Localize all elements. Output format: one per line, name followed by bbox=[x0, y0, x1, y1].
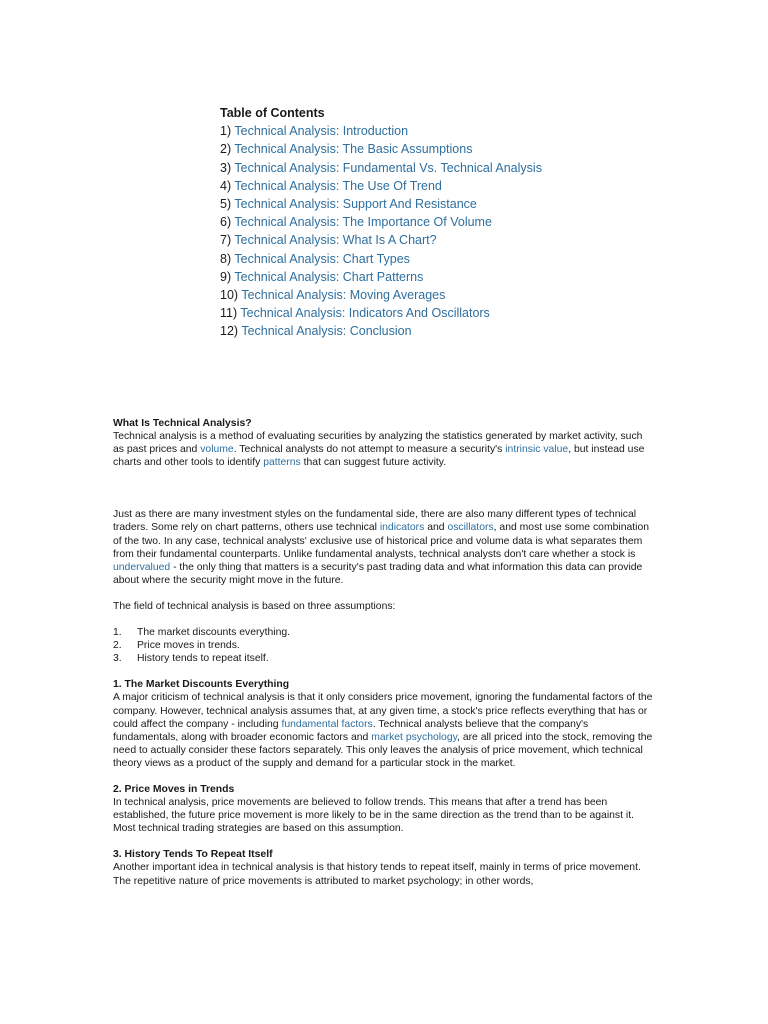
link-indicators[interactable]: indicators bbox=[379, 522, 425, 534]
toc-item bbox=[220, 177, 542, 195]
toc-title: Table of Contents bbox=[220, 106, 325, 120]
paragraph-text: Technical analysis is a method of evaluating securities by analyzing the statistics generated by market activity, such as past prices and bbox=[113, 431, 643, 456]
toc-item bbox=[220, 213, 542, 231]
paragraph-text: - the only thing that matters is a security's past trading data and what information this data can provide about where the security might move in the future. bbox=[113, 561, 643, 586]
toc-link-what-is-a-chart[interactable]: Technical Analysis: What Is A Chart? bbox=[234, 233, 437, 248]
list-item-text: Price moves in trends. bbox=[137, 640, 240, 652]
list-item-text: History tends to repeat itself. bbox=[137, 653, 269, 665]
toc-item-number: 7) bbox=[220, 233, 232, 248]
spacer bbox=[113, 665, 653, 678]
toc-link-indicators-oscillators[interactable]: Technical Analysis: Indicators And Oscillators bbox=[240, 306, 490, 321]
toc-item bbox=[220, 231, 542, 249]
toc-item bbox=[220, 322, 542, 340]
assumptions-list bbox=[113, 626, 653, 665]
toc-item-number: 12) bbox=[220, 324, 239, 339]
market-discounts-paragraph bbox=[113, 691, 653, 770]
paragraph-text: , are all priced into the stock, removing the need to actually consider these factors separately. This only leaves the analysis of price movement, which technical theory views as a product of the supply and demand for a particular stock in the market. bbox=[113, 731, 653, 769]
paragraph-text: . Technical analysts do not attempt to measure a security's bbox=[233, 444, 506, 456]
toc-link-conclusion[interactable]: Technical Analysis: Conclusion bbox=[241, 324, 412, 339]
toc-item-number: 5) bbox=[220, 197, 232, 212]
paragraph-text: , but instead use charts and other tools to identify bbox=[113, 444, 645, 469]
toc-link-moving-averages[interactable]: Technical Analysis: Moving Averages bbox=[241, 288, 446, 303]
toc-item bbox=[220, 250, 542, 268]
paragraph-text: that can suggest future activity. bbox=[300, 457, 447, 469]
link-oscillators[interactable]: oscillators bbox=[447, 522, 494, 534]
link-patterns[interactable]: patterns bbox=[263, 457, 301, 469]
list-item-number: 2. bbox=[113, 640, 122, 652]
spacer bbox=[113, 835, 653, 848]
toc-item-number: 11) bbox=[220, 306, 238, 321]
toc-item-number: 6) bbox=[220, 215, 232, 230]
toc-link-chart-types[interactable]: Technical Analysis: Chart Types bbox=[234, 251, 410, 266]
toc-item bbox=[220, 159, 542, 177]
paragraph-text: and bbox=[424, 522, 448, 534]
paragraph-text: , and most use some combination of the two. In any case, technical analysts' exclusive use of historical price and volume data is what separates them from their fundamental counterparts. Unlike fundamental analysts, technical analysts don't care whether a stock is bbox=[113, 522, 650, 560]
toc-item-number: 8) bbox=[220, 251, 232, 266]
article-body bbox=[113, 417, 653, 888]
toc-item bbox=[220, 268, 542, 286]
toc-item-number: 3) bbox=[220, 160, 232, 175]
spacer bbox=[113, 770, 653, 783]
list-item bbox=[113, 626, 653, 639]
toc-item bbox=[220, 304, 542, 322]
assumptions-intro: The field of technical analysis is based on three assumptions: bbox=[113, 600, 396, 612]
section-heading-price-moves-in-trends: 2. Price Moves in Trends bbox=[113, 783, 235, 795]
toc-item bbox=[220, 122, 542, 140]
link-intrinsic-value[interactable]: intrinsic value bbox=[505, 444, 569, 456]
toc-item-number: 10) bbox=[220, 288, 239, 303]
section-heading-market-discounts: 1. The Market Discounts Everything bbox=[113, 679, 290, 691]
link-undervalued[interactable]: undervalued bbox=[113, 561, 171, 573]
list-item bbox=[113, 652, 653, 665]
link-market-psychology[interactable]: market psychology bbox=[371, 731, 458, 743]
toc-item-number: 2) bbox=[220, 142, 232, 157]
section-heading-history-repeats: 3. History Tends To Repeat Itself bbox=[113, 849, 273, 861]
toc-item bbox=[220, 195, 542, 213]
styles-paragraph bbox=[113, 508, 653, 587]
paragraph-text: . Technical analysts believe that the company's fundamentals, along with broader economic factors and bbox=[113, 718, 589, 743]
toc-item-number: 4) bbox=[220, 178, 232, 193]
link-fundamental-factors[interactable]: fundamental factors bbox=[281, 718, 373, 730]
paragraph-text: Just as there are many investment styles on the fundamental side, there are also many different types of technical traders. Some rely on chart patterns, others use technical bbox=[113, 509, 637, 534]
list-item-number: 3. bbox=[113, 653, 122, 665]
toc-item bbox=[220, 286, 542, 304]
toc-link-importance-of-volume[interactable]: Technical Analysis: The Importance Of Volume bbox=[234, 215, 492, 230]
toc-link-use-of-trend[interactable]: Technical Analysis: The Use Of Trend bbox=[234, 178, 442, 193]
link-volume[interactable]: volume bbox=[200, 444, 234, 456]
toc-link-basic-assumptions[interactable]: Technical Analysis: The Basic Assumptions bbox=[234, 142, 473, 157]
list-item-text: The market discounts everything. bbox=[137, 627, 291, 639]
history-paragraph: Another important idea in technical analysis is that history tends to repeat itself, mainly in terms of price movement. The repetitive nature of price movements is attributed to market psychology; in other words, bbox=[113, 862, 641, 887]
paragraph-text: A major criticism of technical analysis is that it only considers price movement, ignoring the fundamental factors of the company. However, technical analysis assumes that, at any given time, a stock's price reflects everything that has or could affect the company - including bbox=[113, 692, 653, 730]
list-item bbox=[113, 639, 653, 652]
spacer bbox=[113, 587, 653, 600]
intro-paragraph bbox=[113, 430, 653, 469]
spacer bbox=[113, 469, 653, 508]
spacer bbox=[113, 613, 653, 626]
section-heading-what-is-technical-analysis: What Is Technical Analysis? bbox=[113, 418, 252, 429]
toc-link-introduction[interactable]: Technical Analysis: Introduction bbox=[234, 124, 409, 139]
list-item-number: 1. bbox=[113, 627, 122, 639]
toc-link-fundamental-vs-technical[interactable]: Technical Analysis: Fundamental Vs. Technical Analysis bbox=[234, 160, 542, 175]
toc-item-number: 1) bbox=[220, 124, 232, 139]
toc-item bbox=[220, 140, 542, 158]
price-trends-paragraph: In technical analysis, price movements are believed to follow trends. This means that after a trend has been established, the future price movement is more likely to be in the same direction as the trend than to be against it. Most technical trading strategies are based on this assumption. bbox=[113, 797, 634, 835]
toc-link-support-resistance[interactable]: Technical Analysis: Support And Resistance bbox=[234, 197, 477, 212]
table-of-contents bbox=[220, 104, 542, 341]
toc-item-number: 9) bbox=[220, 269, 232, 284]
toc-link-chart-patterns[interactable]: Technical Analysis: Chart Patterns bbox=[234, 269, 424, 284]
